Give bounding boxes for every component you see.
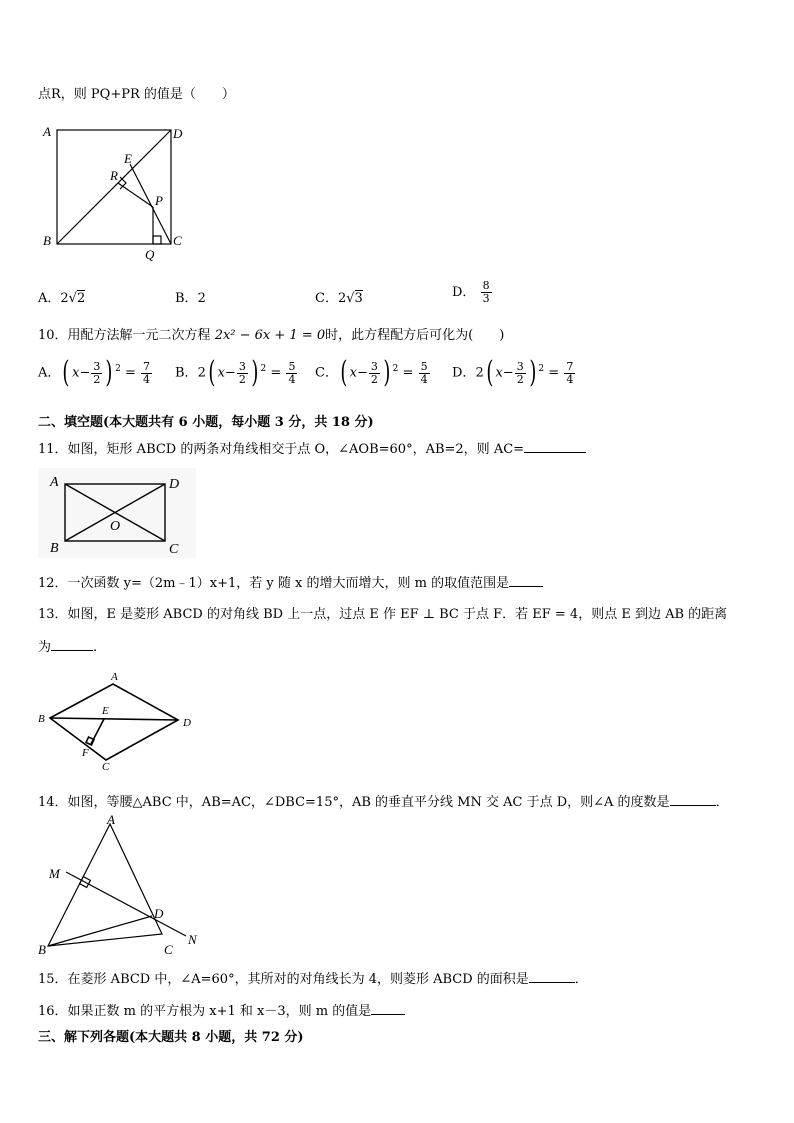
q13-answer-blank[interactable] [51,650,93,651]
section-2-heading: 二、填空题(本大题共有 6 小题，每小题 3 分，共 18 分) [38,415,374,430]
q11-label-a: A [50,475,59,490]
section-3-heading: 三、解下列各题(本大题共 8 小题，共 72 分) [38,1030,304,1045]
q14-stem: 14．如图，等腰△ABC 中，AB=AC，∠DBC=15°，AB 的垂直平分线 MN 交 AC 于点 D，则∠A 的度数是 ． [38,795,729,810]
q12-stem: 12．一次函数 y=（2m﹣1）x+1，若 y 随 x 的增大而增大，则 m 的取值范围是 [38,572,543,591]
q13-label-d: D [183,717,191,729]
q9-stem-tail: 点R，则 PQ+PR 的值是（ ） [38,87,235,102]
q9-label-b: B [43,233,51,248]
q14-label-n: N [188,932,197,947]
q11-label-d: D [169,477,180,492]
q9-label-r: R [110,168,118,183]
q13-label-e: E [102,705,109,717]
q16-answer-blank[interactable] [371,1014,405,1015]
q14-label-c: C [164,942,173,957]
q15-answer-blank[interactable] [529,982,575,983]
q14-label-m: M [49,866,60,881]
q13-figure [38,666,198,774]
q11-label-c: C [169,542,179,557]
q12-answer-blank[interactable] [509,586,543,587]
q14-figure [38,812,208,960]
q15-stem: 15．在菱形 ABCD 中，∠A=60°，其所对的对角线长为 4，则菱形 ABCD 的面积是 ． [38,972,588,987]
q9-option-b: B．2 [175,291,206,306]
q9-option-a: A．2√2 [38,291,86,306]
q13-label-b: B [38,713,45,725]
q14-label-b: B [38,942,46,957]
q11-figure [38,468,196,558]
q14-answer-blank[interactable] [670,805,716,806]
q9-label-d: D [173,126,183,141]
q11-label-b: B [50,541,59,556]
q9-label-c: C [173,233,182,248]
q10-option-d: D．2( x− $\frac{3}{2}$ ) $^2$ = $\frac{7}{4}$ [452,355,574,390]
q9-label-q: Q [145,247,155,262]
q13-stem-line2: 为 . [38,640,98,655]
q10-option-c: C．( x− $\frac{3}{2}$ ) $^2$ = $\frac{5}{4}$ [315,355,428,390]
q11-answer-blank[interactable] [524,452,586,453]
q16-stem: 16．如果正数 m 的平方根为 x+1 和 x－3，则 m 的值是 [38,1000,405,1019]
q14-label-a: A [107,812,115,827]
q11-label-o: O [110,519,121,534]
q14-label-d: D [154,906,164,921]
q9-option-c: C．2√3 [315,291,363,306]
q10-stem: 10．用配方法解一元二次方程 2x² − 6x + 1 = 0时，此方程配方后可化为( ) [38,328,505,343]
q10-option-a: A．( x− $\frac{3}{2}$ ) $^2$ = $\frac{7}{4}$ [38,355,150,390]
q9-label-a: A [43,124,51,139]
q13-label-c: C [102,761,110,773]
q9-figure [38,122,198,264]
q13-label-a: A [111,671,118,683]
q10-option-b: B．2( x− $\frac{3}{2}$ ) $^2$ = $\frac{5}{4}$ [175,355,296,390]
q9-option-d: D． $\frac{8}{3}$ [452,279,490,305]
q13-label-f: F [82,747,89,759]
q9-label-e: E [124,151,132,166]
q13-stem-line1: 13．如图，E 是菱形 ABCD 的对角线 BD 上一点，过点 E 作 EF ⊥ BC 于点 F．若 EF = 4，则点 E 到边 AB 的距离 [38,607,728,622]
q11-stem: 11．如图，矩形 ABCD 的两条对角线相交于点 O，∠AOB=60°，AB=2，则 AC= [38,438,586,457]
q9-label-p: P [155,193,163,208]
